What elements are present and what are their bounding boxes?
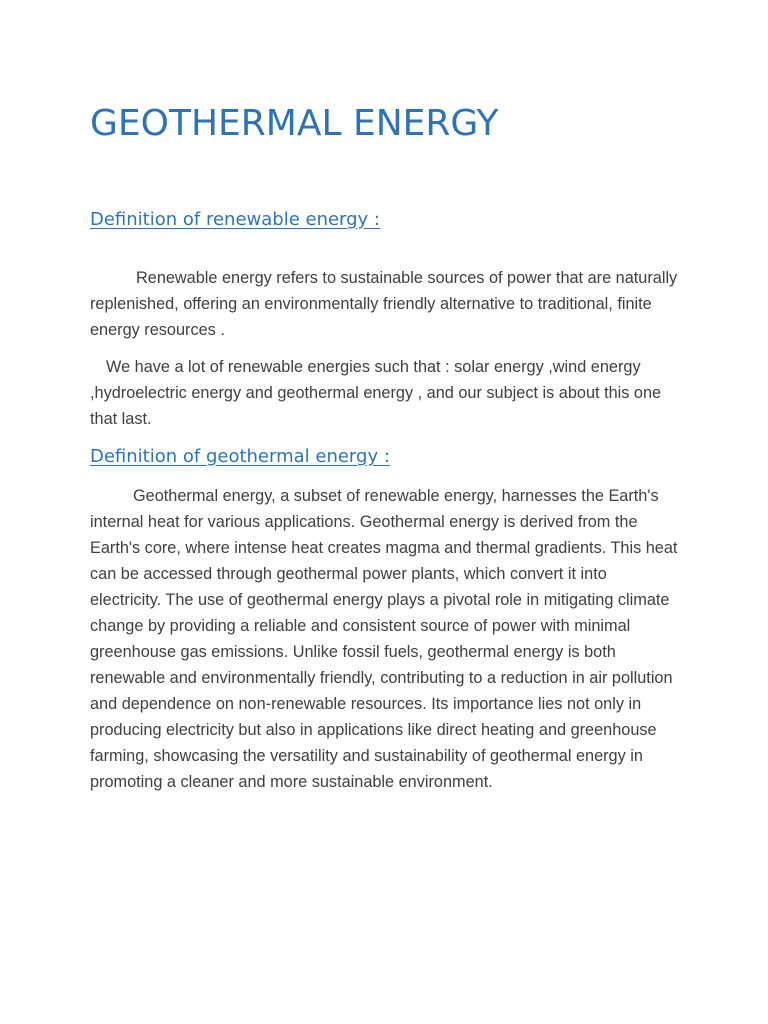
document-title: GEOTHERMAL ENERGY bbox=[90, 103, 499, 144]
section-heading-renewable: Definition of renewable energy : bbox=[90, 209, 380, 230]
paragraph-geothermal-definition: Geothermal energy, a subset of renewable energy, harnesses the Earth's internal heat for various applications. Geothermal energy is derived from the Earth's core, where intense heat creates magma and thermal gradients. This heat can be accessed through geothermal power plants, which convert it into electricity. The use of geothermal energy plays a pivotal role in mitigating climate change by providing a reliable and consistent source of power with minimal greenhouse gas emissions. Unlike fossil fuels, geothermal energy is both renewable and environmentally friendly, contributing to a reduction in air pollution and dependence on non-renewable resources. Its importance lies not only in producing electricity but also in applications like direct heating and greenhouse farming, showcasing the versatility and sustainability of geothermal energy in promoting a cleaner and more sustainable environment. bbox=[90, 487, 678, 791]
paragraph-renewable-definition: Renewable energy refers to sustainable sources of power that are naturally replenished, offering an environmentally friendly alternative to traditional, finite energy resources . bbox=[90, 269, 678, 339]
section-heading-geothermal: Definition of geothermal energy : bbox=[90, 446, 390, 467]
paragraph-renewable-list: We have a lot of renewable energies such that : solar energy ,wind energy ,hydroelectric energy and geothermal energy , and our subject is about this one that last. bbox=[90, 358, 662, 428]
